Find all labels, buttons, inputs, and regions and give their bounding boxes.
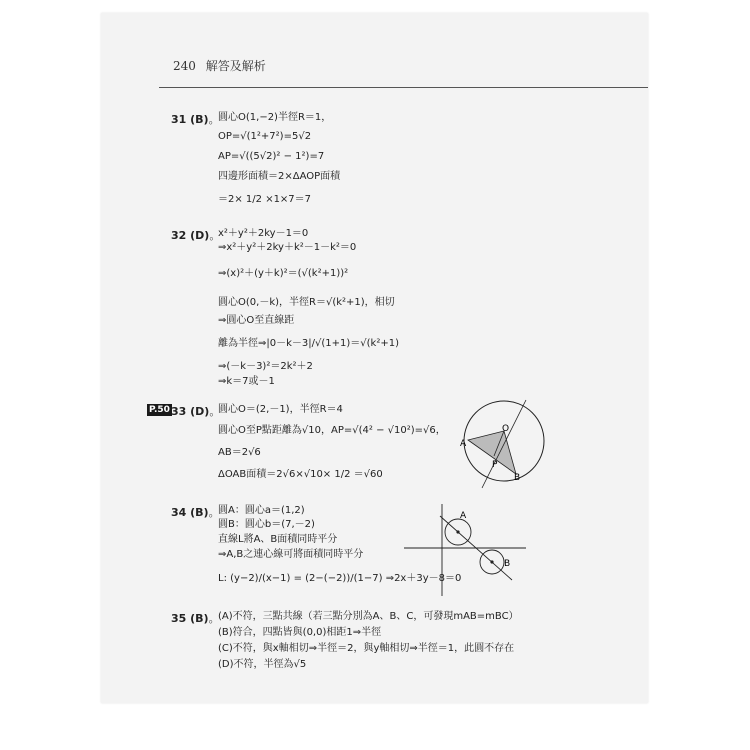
q32-line-3: ⇒(x)²＋(y＋k)²＝(√(k²+1))² xyxy=(218,268,349,279)
q33-label-B: B xyxy=(514,473,521,483)
q33-line-4: ΔOAB面積＝2√6×√10× 1/2 ＝√60 xyxy=(218,469,383,480)
q34-line-3: 直線L將A、B面積同時平分 xyxy=(218,534,338,545)
q31-line-1: 圓心O(1,−2)半徑R＝1， xyxy=(218,112,332,123)
q31-line-3: AP=√((5√2)² − 1²)=7 xyxy=(218,151,325,162)
q32-line-2: ⇒x²＋y²＋2ky＋k²－1－k²＝0 xyxy=(218,242,357,253)
chapter-title: 解答及解析 xyxy=(205,59,266,73)
q33-label-text: 33 (D) xyxy=(171,405,210,418)
page-ref-tag: P.50 xyxy=(149,405,170,415)
header-rule xyxy=(159,87,648,88)
q32-line-5: ⇒圓心O至直線距 xyxy=(218,315,295,326)
q34-label-text: 34 (B) xyxy=(171,506,209,519)
q34-line-5: L: (y−2)/(x−1) = (2−(−2))/(1−7) ⇒2x＋3y－8＝0 xyxy=(218,573,462,584)
q35-line-1: (A)不符，三點共線（若三點分別為A、B、C，可發現mAB=mBC） xyxy=(218,611,519,622)
q34-circles-figure xyxy=(400,500,530,600)
q35-line-2: (B)符合，四點皆與(0,0)相距1⇒半徑 xyxy=(218,627,382,638)
q34-center-a xyxy=(456,530,459,533)
q34-center-b xyxy=(490,560,493,563)
q33-label-A: A xyxy=(460,439,467,449)
q32-line-1: x²＋y²＋2ky－1＝0 xyxy=(218,228,309,239)
page-number: 240 xyxy=(173,59,196,73)
q31-label-text: 31 (B) xyxy=(171,113,209,126)
q32-label-text: 32 (D) xyxy=(171,229,210,242)
q31-label: 31 (B)。 xyxy=(171,113,220,126)
q31-line-2: OP=√(1²+7²)=5√2 xyxy=(218,131,312,142)
q34-label-B: B xyxy=(504,559,511,569)
page-header xyxy=(173,57,266,74)
q33-label-O: O xyxy=(502,424,510,434)
q33-label-P: P xyxy=(492,460,498,470)
q32-label: 32 (D)。 xyxy=(171,229,221,242)
q32-line-7: ⇒(－k－3)²＝2k²＋2 xyxy=(218,361,313,372)
q32-line-6: 離為半徑⇒|0－k－3|/√(1+1)＝√(k²+1) xyxy=(218,338,399,349)
q34-line-2: 圓B：圓心b＝(7,－2) xyxy=(218,519,315,530)
q35-line-3: (C)不符，與x軸相切⇒半徑＝2，與y軸相切⇒半徑＝1，此圓不存在 xyxy=(218,643,515,654)
q35-label-text: 35 (B) xyxy=(171,612,209,625)
q34-line-4: ⇒A,B之連心線可將面積同時平分 xyxy=(218,549,364,560)
q32-line-4: 圓心O(0,－k)，半徑R＝√(k²+1)，相切 xyxy=(218,297,395,308)
q34-line-1: 圓A：圓心a＝(1,2) xyxy=(218,505,305,516)
q34-label-A: A xyxy=(460,511,467,521)
q32-line-8: ⇒k＝7或－1 xyxy=(218,376,275,387)
q31-line-4: 四邊形面積＝2×ΔAOP面積 xyxy=(218,171,341,182)
q35-line-4: (D)不符，半徑為√5 xyxy=(218,659,307,670)
q33-label: 33 (D)。 xyxy=(171,405,221,418)
q33-line-1: 圓心O＝(2,－1)，半徑R＝4 xyxy=(218,404,343,415)
q34-label: 34 (B)。 xyxy=(171,506,220,519)
q31-line-5: ＝2× 1/2 ×1×7＝7 xyxy=(218,194,312,205)
q33-line-2: 圓心O至P點距離為√10，AP=√(4² − √10²)=√6， xyxy=(218,425,446,436)
q33-circle-figure xyxy=(452,396,552,496)
q35-label: 35 (B)。 xyxy=(171,612,220,625)
q33-line-3: AB＝2√6 xyxy=(218,447,261,458)
